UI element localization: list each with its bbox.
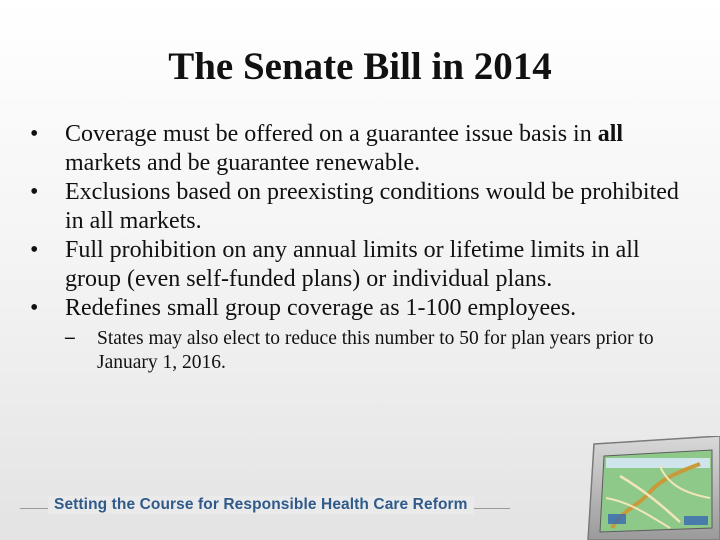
bullet-item-guarantee-issue [30,120,690,178]
bullet-text-after: markets and be guarantee renewable. [65,150,421,176]
bullet-item-limits-prohibition [30,236,690,294]
bullet-text-before: Coverage must be offered on a guarantee issue basis in [65,121,598,147]
footer-tagline: Setting the Course for Responsible Health Care Reform [48,496,474,514]
bullet-marker: • [30,295,39,321]
sub-bullet-marker: – [65,327,75,348]
sub-bullet-list [65,327,690,375]
bullet-item-small-group [30,294,690,375]
sub-bullet-item [65,327,690,375]
slide-title: The Senate Bill in 2014 [168,45,552,88]
bullet-list [30,120,690,375]
bullet-marker: • [30,121,39,147]
bullet-marker: • [30,237,39,263]
bullet-text-emphasis: all [597,121,624,147]
sub-bullet-text: States may also elect to reduce this number to 50 for plan years prior to January 1, 2016. [97,328,654,373]
bullet-text: Full prohibition on any annual limits or lifetime limits in all group (even self-funded plans) or individual plans. [65,237,640,292]
bullet-text: Exclusions based on preexisting conditions would be prohibited in all markets. [65,179,679,234]
bullet-item-preexisting-conditions [30,178,690,236]
gps-navigation-device-icon [560,436,720,540]
bullet-text: Redefines small group coverage as 1-100 employees. [65,295,577,321]
bullet-marker: • [30,179,39,205]
